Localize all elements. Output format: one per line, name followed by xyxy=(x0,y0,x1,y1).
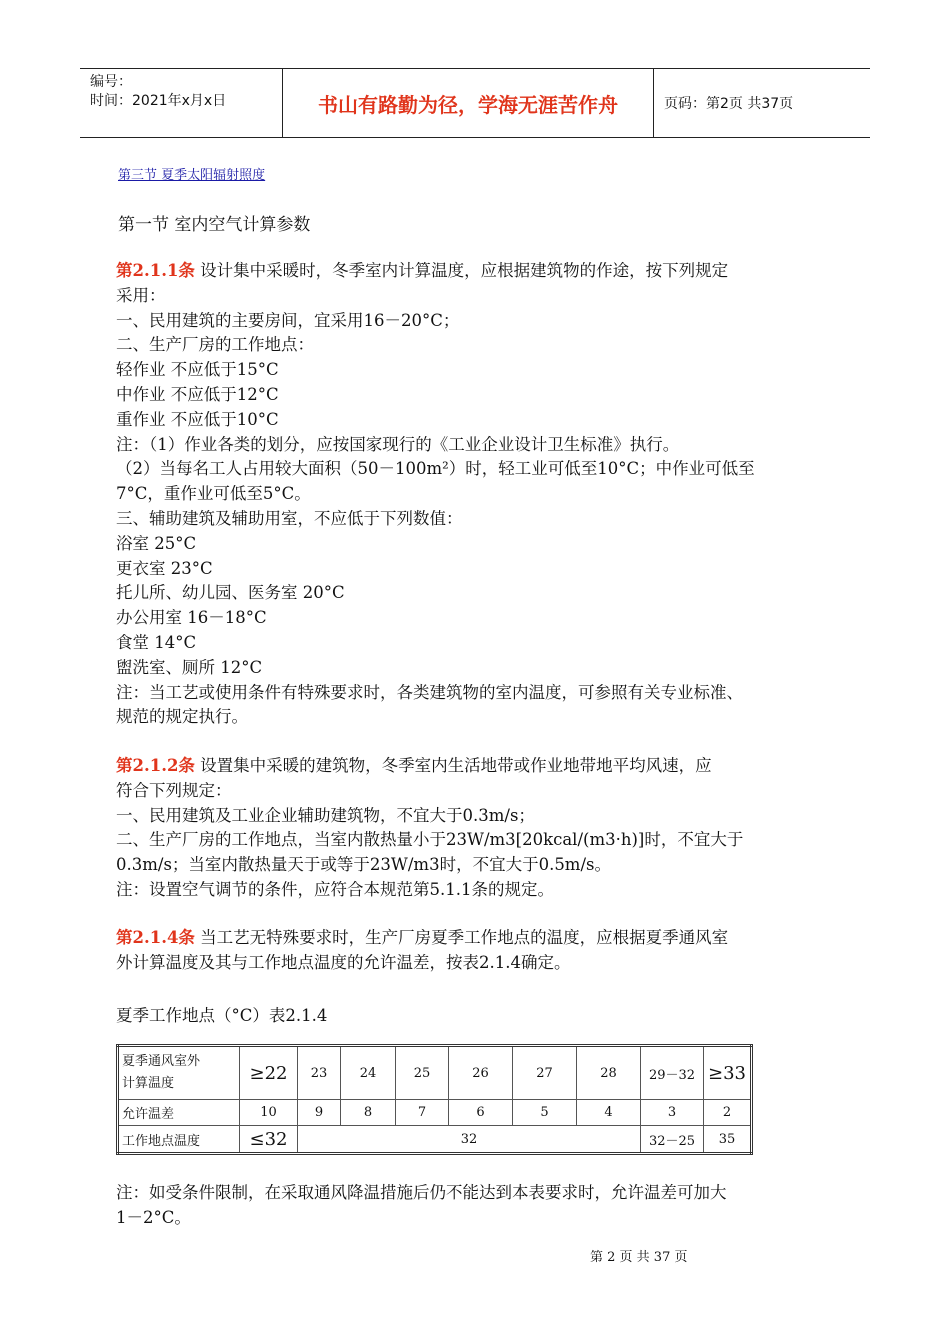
table-cell: 5 xyxy=(513,1100,577,1126)
table-cell: 28 xyxy=(577,1046,641,1100)
text-line: （2）当每名工人占用较大面积（50－100m²）时，轻工业可低至10°C；中作业可低至 xyxy=(116,459,755,479)
text-line: 中作业 不应低于12°C xyxy=(116,384,279,404)
article-2-1-4 xyxy=(116,926,840,976)
table-cell: 26 xyxy=(449,1046,513,1100)
table-cell: 6 xyxy=(449,1100,513,1126)
row-header: 允许温差 xyxy=(118,1100,240,1126)
text-line: 办公用室 16－18°C xyxy=(116,608,267,628)
article-label: 第2.1.2条 xyxy=(116,756,195,775)
text-line: 采用： xyxy=(116,285,166,305)
text-line: 重作业 不应低于10°C xyxy=(116,409,279,429)
header-page-number: 页码：第2页 共37页 xyxy=(664,96,794,112)
header-motto: 书山有路勤为径，学海无涯苦作舟 xyxy=(282,69,654,137)
table-row xyxy=(118,1046,752,1100)
text-line: 二、生产厂房的工作地点，当室内散热量小于23W/m3[20kcal/(m3·h)]时，不宜大于 xyxy=(116,830,744,850)
table-cell: 7 xyxy=(396,1100,449,1126)
table-cell: 32 xyxy=(298,1126,641,1154)
table-cell: 4 xyxy=(577,1100,641,1126)
text-line: 注：（1）作业各类的划分，应按国家现行的《工业企业设计卫生标准》执行。 xyxy=(116,434,680,454)
table-cell: ≥22 xyxy=(240,1046,298,1100)
text-line: 7°C，重作业可低至5°C。 xyxy=(116,484,311,504)
table-cell: 3 xyxy=(641,1100,704,1126)
text-line: 食堂 14°C xyxy=(116,632,197,652)
text-line: 1－2°C。 xyxy=(116,1207,191,1227)
page-footer: 第 2 页 共 37 页 xyxy=(590,1250,688,1265)
table-cell: 8 xyxy=(341,1100,396,1126)
table-row xyxy=(118,1126,752,1154)
text-line: 二、生产厂房的工作地点： xyxy=(116,335,314,355)
text-line: 轻作业 不应低于15°C xyxy=(116,360,279,380)
table-cell: 9 xyxy=(298,1100,341,1126)
text-line: 一、民用建筑的主要房间，宜采用16－20°C； xyxy=(116,310,460,330)
closing-note xyxy=(116,1181,840,1231)
text-line: 外计算温度及其与工作地点温度的允许温差，按表2.1.4确定。 xyxy=(116,952,571,972)
row-header: 工作地点温度 xyxy=(118,1126,240,1154)
table-cell: 23 xyxy=(298,1046,341,1100)
table-cell: 10 xyxy=(240,1100,298,1126)
header-info xyxy=(80,69,282,137)
page-header xyxy=(80,68,870,138)
table-cell: ≥33 xyxy=(704,1046,752,1100)
table-cell: 29－32 xyxy=(641,1046,704,1100)
row-header xyxy=(118,1046,240,1100)
text-line: 注：当工艺或使用条件有特殊要求时，各类建筑物的室内温度，可参照有关专业标准、 xyxy=(116,682,743,702)
text-line: 注：设置空气调节的条件，应符合本规范第5.1.1条的规定。 xyxy=(116,879,554,899)
article-text: 设置集中采暖的建筑物，冬季室内生活地带或作业地带地平均风速，应 xyxy=(194,756,712,775)
table-caption: 夏季工作地点（°C）表2.1.4 xyxy=(116,1006,328,1025)
toc-link[interactable]: 第三节 夏季太阳辐射照度 xyxy=(118,168,266,183)
date-label: 时间：2021年x月x日 xyxy=(90,93,227,109)
temperature-table xyxy=(116,1044,753,1155)
article-2-1-1 xyxy=(116,259,840,730)
table-cell: 2 xyxy=(704,1100,752,1126)
table-row xyxy=(118,1100,752,1126)
table-cell: 32－25 xyxy=(641,1126,704,1154)
article-text: 设计集中采暖时，冬季室内计算温度，应根据建筑物的作途，按下列规定 xyxy=(194,261,729,280)
table-cell: 35 xyxy=(704,1126,752,1154)
text-line: 一、民用建筑及工业企业辅助建筑物，不宜大于0.3m/s； xyxy=(116,805,535,825)
row-header-line: 计算温度 xyxy=(122,1076,175,1091)
section-title: 第一节 室内空气计算参数 xyxy=(118,215,311,235)
text-line: 符合下列规定： xyxy=(116,780,232,800)
article-label: 第2.1.1条 xyxy=(116,261,195,280)
table-cell: 27 xyxy=(513,1046,577,1100)
text-line: 0.3m/s；当室内散热量天于或等于23W/m3时，不宜大于0.5m/s。 xyxy=(116,855,611,875)
text-line: 盥洗室、厕所 12°C xyxy=(116,657,263,677)
article-2-1-2 xyxy=(116,754,840,903)
table-cell: ≤32 xyxy=(240,1126,298,1154)
text-line: 更衣室 23°C xyxy=(116,558,213,578)
text-line: 规范的规定执行。 xyxy=(116,707,248,727)
number-label: 编号： xyxy=(90,74,132,90)
text-line: 托儿所、幼儿园、医务室 20°C xyxy=(116,583,345,603)
text-line: 浴室 25°C xyxy=(116,533,197,553)
table-cell: 24 xyxy=(341,1046,396,1100)
text-line: 注：如受条件限制，在采取通风降温措施后仍不能达到本表要求时，允许温差可加大 xyxy=(116,1183,727,1202)
table-cell: 25 xyxy=(396,1046,449,1100)
row-header-line: 夏季通风室外 xyxy=(122,1054,201,1069)
article-text: 当工艺无特殊要求时，生产厂房夏季工作地点的温度，应根据夏季通风室 xyxy=(194,928,729,947)
text-line: 三、辅助建筑及辅助用室，不应低于下列数值： xyxy=(116,508,463,528)
article-label: 第2.1.4条 xyxy=(116,928,195,947)
